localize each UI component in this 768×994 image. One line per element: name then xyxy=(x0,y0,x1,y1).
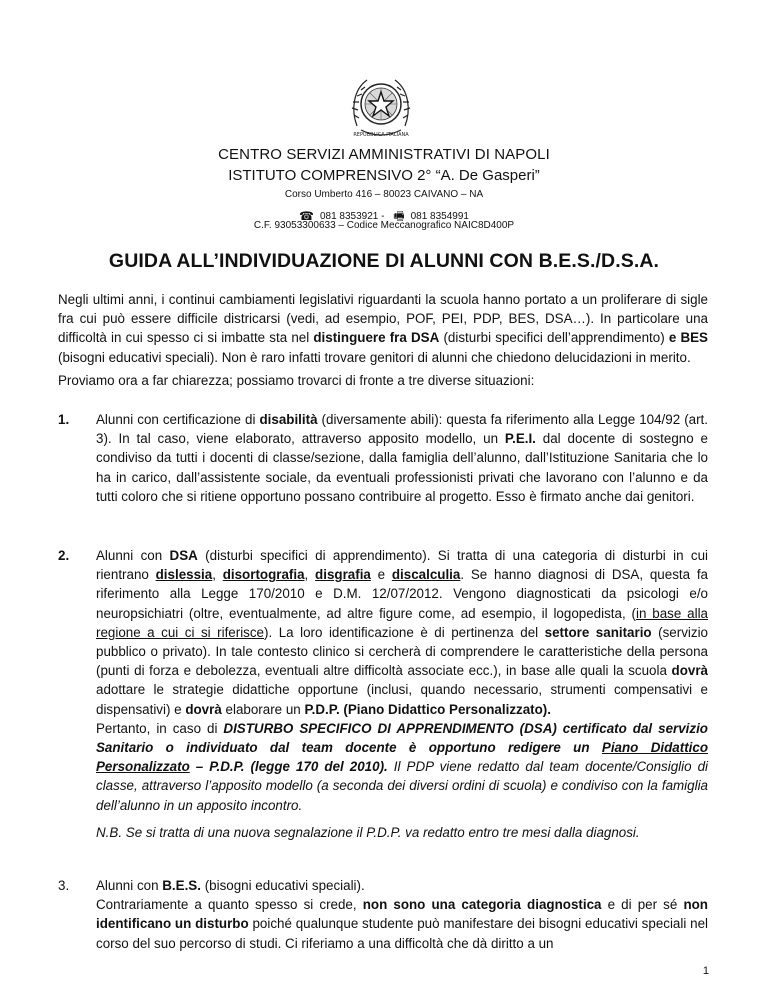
list-item-body: Alunni con certificazione di disabilità (diversamente abili): questa fa riferimento alla Legge 104/92 (art. 3). In tal caso, viene elaborato, attraverso apposito modello, un P.E.I. dal docente di sostegno e condiviso da tutti i docenti di classe/sezione, dalla famiglia dell’alunno, dall’Istituzione Sanitaria che lo ha in carico, dall’assistente sociale, da eventuali professionisti privati che lavorano con l’alunno e da tutti coloro che si ritiene opportuno possano contribuire al progetto. Esso è firmato anche dai genitori. xyxy=(96,412,709,504)
list-number: 3. xyxy=(58,878,70,893)
header-school-name: ISTITUTO COMPRENSIVO 2° “A. De Gasperi” xyxy=(228,167,540,184)
header-address: Corso Umberto 416 – 80023 CAIVANO – NA xyxy=(284,189,484,200)
intro-paragraph xyxy=(58,290,708,367)
page-number: 1 xyxy=(702,965,709,977)
list-item-body xyxy=(96,546,708,842)
list-item-bes xyxy=(58,876,708,953)
text-run: (disturbi specifici dell’apprendimento) xyxy=(439,330,669,346)
bold-run: e BES xyxy=(668,330,708,346)
text-run: (bisogni educativi speciali). Non è raro infatti trovare genitori di alunni che chiedono delucidazioni in merito. xyxy=(58,349,691,365)
header-codes: C.F. 93053300633 – Codice Meccanografico NAIC8D400P xyxy=(253,220,515,231)
italian-republic-emblem xyxy=(349,70,413,142)
document-title: GUIDA ALL’INDIVIDUAZIONE DI ALUNNI CON B.E.S./D.S.A. xyxy=(108,250,660,272)
dsa-description: Alunni con DSA (disturbi specifici di apprendimento). Si tratta di una categoria di disturbi in cui rientrano dislessia, disortografia, disgrafia e discalculia. Se hanno diagnosi di DSA, questa fa riferimento alla Legge 170/2010 e D.M. 12/07/2012. Vengono diagnosticati da psicologi e/o neuropsichiatri (oltre, eventualmente, ad altre figure come, ad esempio, il logopedista, (in base alla regione a cui ci si riferisce). La loro identificazione è di pertinenza del settore sanitario (servizio pubblico o privato). In tale contesto clinico si cercherà di comprendere le caratteristiche della persona (punti di forza e debolezza, eventuali altre difficoltà associate ecc.), in base alle quali la scuola dovrà adottare le strategie didattiche opportune (inclusi, quando necessario, strumenti compensativi e dispensativi) e dovrà elaborare un P.D.P. (Piano Didattico Personalizzato). xyxy=(96,548,709,717)
list-item-body: Alunni con B.E.S. (bisogni educativi speciali). Contrariamente a quanto spesso si crede, non sono una categoria diagnostica e di per sé non identificano un disturbo poiché qualunque studente può manifestare dei bisogni educativi speciali nel corso del suo percorso di studi. Ci riferiamo a una difficoltà che dà diritto a un xyxy=(96,878,708,951)
list-item-disabilita xyxy=(58,410,708,506)
svg-text:REPUBBLICA ITALIANA: REPUBBLICA ITALIANA xyxy=(353,132,409,138)
fax-icon: 🖷 xyxy=(393,209,405,223)
list-item-dsa xyxy=(58,546,708,842)
text-run: Negli ultimi anni, i continui cambiamenti legislativi riguardanti la scuola hanno portato a un proliferare di sigle fra cui può essere difficile districarsi (vedi, ad esempio, POF, PEI, PDP, BES, DSA…). In particolare una difficoltà in cui spesso ci si imbatte sta nel xyxy=(58,292,708,346)
nb-note: N.B. Se si tratta di una nuova segnalazione il P.D.P. va redatto entro tre mesi dalla diagnosi. xyxy=(96,824,640,840)
lead-paragraph: Proviamo ora a far chiarezza; possiamo trovarci di fronte a tre diverse situazioni: xyxy=(58,373,535,388)
header-office-name: CENTRO SERVIZI AMMINISTRATIVI DI NAPOLI xyxy=(218,146,550,163)
list-number: 2. xyxy=(58,548,70,563)
fax-number: 081 8354991 xyxy=(410,211,469,222)
pdp-paragraph: Pertanto, in caso di DISTURBO SPECIFICO DI APPRENDIMENTO (DSA) certificato dal servizio Sanitario o individuato dal team docente è opportuno redigere un Piano Didattico Personalizzato – P.D.P. (legge 170 del 2010). Il PDP viene redatto dal team docente/Consiglio di classe, attraverso l’apposito modello (a seconda dei diversi ordini di scuola) e condiviso con la famiglia dell’alunno in un apposito incontro. xyxy=(96,720,708,813)
phone-number: 081 8353921 - xyxy=(319,211,385,222)
telephone-icon: ☎ xyxy=(299,209,314,223)
list-number: 1. xyxy=(58,412,70,427)
bold-run: distinguere fra DSA xyxy=(313,330,440,346)
